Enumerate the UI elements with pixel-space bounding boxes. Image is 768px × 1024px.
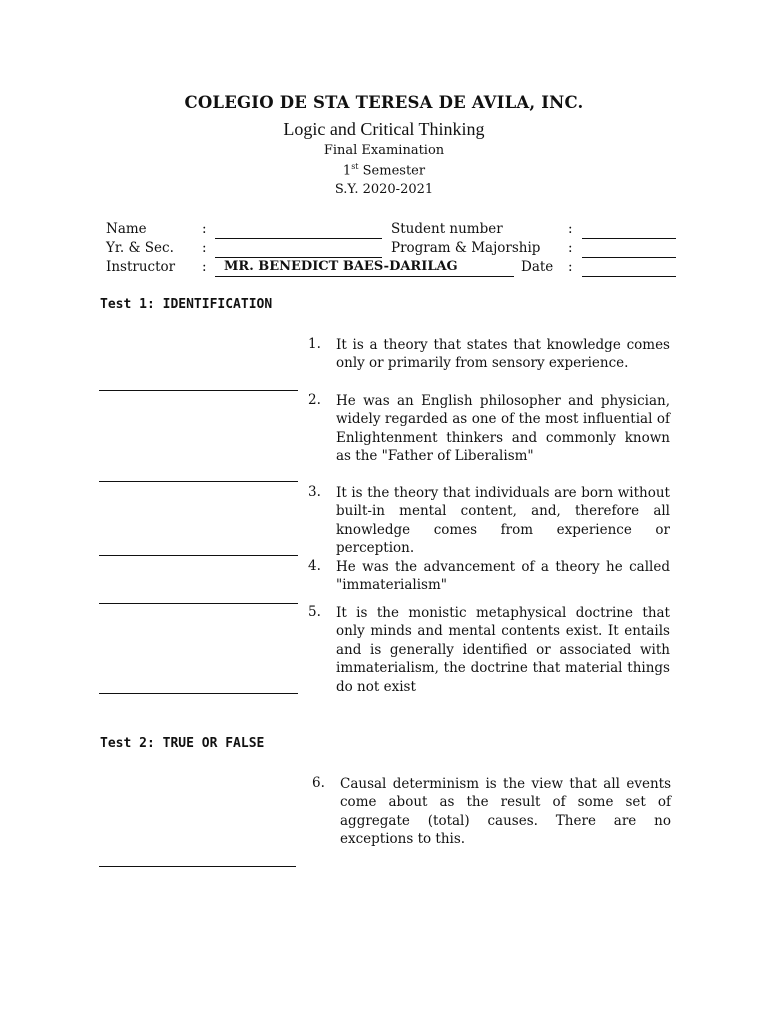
date-label: Date — [521, 259, 554, 275]
instructor-colon: : — [202, 259, 207, 275]
question-text: He was the advancement of a theory he called "immaterialism" — [336, 559, 670, 594]
date-colon: : — [568, 259, 573, 275]
yr-sec-colon: : — [202, 240, 207, 256]
semester — [0, 162, 768, 178]
question-text: It is a theory that states that knowledge comes only or primarily from sensory experience. — [336, 337, 670, 372]
question-number: 2. — [308, 392, 321, 408]
answer-line-4[interactable] — [99, 603, 298, 604]
question-number: 3. — [308, 484, 321, 500]
question-number: 4. — [308, 558, 321, 574]
answer-line-6[interactable] — [99, 866, 296, 867]
student-number-field[interactable] — [582, 238, 676, 239]
instructor-label: Instructor — [106, 259, 176, 275]
school-year: S.Y. 2020-2021 — [334, 182, 434, 197]
answer-line-3[interactable] — [99, 555, 298, 556]
test2-title: Test 2: TRUE OR FALSE — [100, 736, 265, 751]
program-label: Program & Majorship — [391, 240, 541, 256]
name-colon: : — [202, 221, 207, 237]
yr-sec-field[interactable] — [215, 257, 382, 258]
exam-title: Final Examination — [323, 143, 445, 158]
date-field[interactable] — [582, 276, 676, 277]
answer-line-2[interactable] — [99, 481, 298, 482]
semester-number: 1 — [342, 163, 352, 179]
name-label: Name — [106, 221, 147, 237]
course-title: Logic and Critical Thinking — [283, 119, 485, 139]
question-text: It is the theory that individuals are born without built-in mental content, and, therefore all knowledge comes from experience or perception. — [336, 485, 670, 557]
answer-line-5[interactable] — [99, 693, 298, 694]
semester-ordinal: st — [351, 162, 359, 171]
name-field[interactable] — [215, 238, 382, 239]
question-text: He was an English philosopher and physician, widely regarded as one of the most influential of Enlightenment thinkers and commonly known as the "Father of Liberalism" — [336, 393, 670, 465]
yr-sec-label: Yr. & Sec. — [106, 240, 174, 256]
question-text: It is the monistic metaphysical doctrine that only minds and mental contents exist. It entails and is generally identified or associated with immaterialism, the doctrine that material things do not exist — [336, 605, 670, 695]
question-number: 6. — [312, 775, 325, 791]
instructor-name: MR. BENEDICT BAES-DARILAG — [224, 259, 458, 274]
answer-line-1[interactable] — [99, 390, 298, 391]
program-colon: : — [568, 240, 573, 256]
program-field[interactable] — [582, 257, 676, 258]
question-text: Causal determinism is the view that all events come about as the result of some set of aggregate (total) causes. There are no exceptions to this. — [340, 776, 671, 848]
question-number: 1. — [308, 336, 321, 352]
student-number-colon: : — [568, 221, 573, 237]
school-name: COLEGIO DE STA TERESA DE AVILA, INC. — [184, 93, 584, 112]
test1-title: Test 1: IDENTIFICATION — [100, 297, 273, 312]
student-number-label: Student number — [391, 221, 503, 237]
question-number: 5. — [308, 604, 321, 620]
instructor-field-line — [215, 276, 514, 277]
semester-label: Semester — [362, 163, 426, 179]
